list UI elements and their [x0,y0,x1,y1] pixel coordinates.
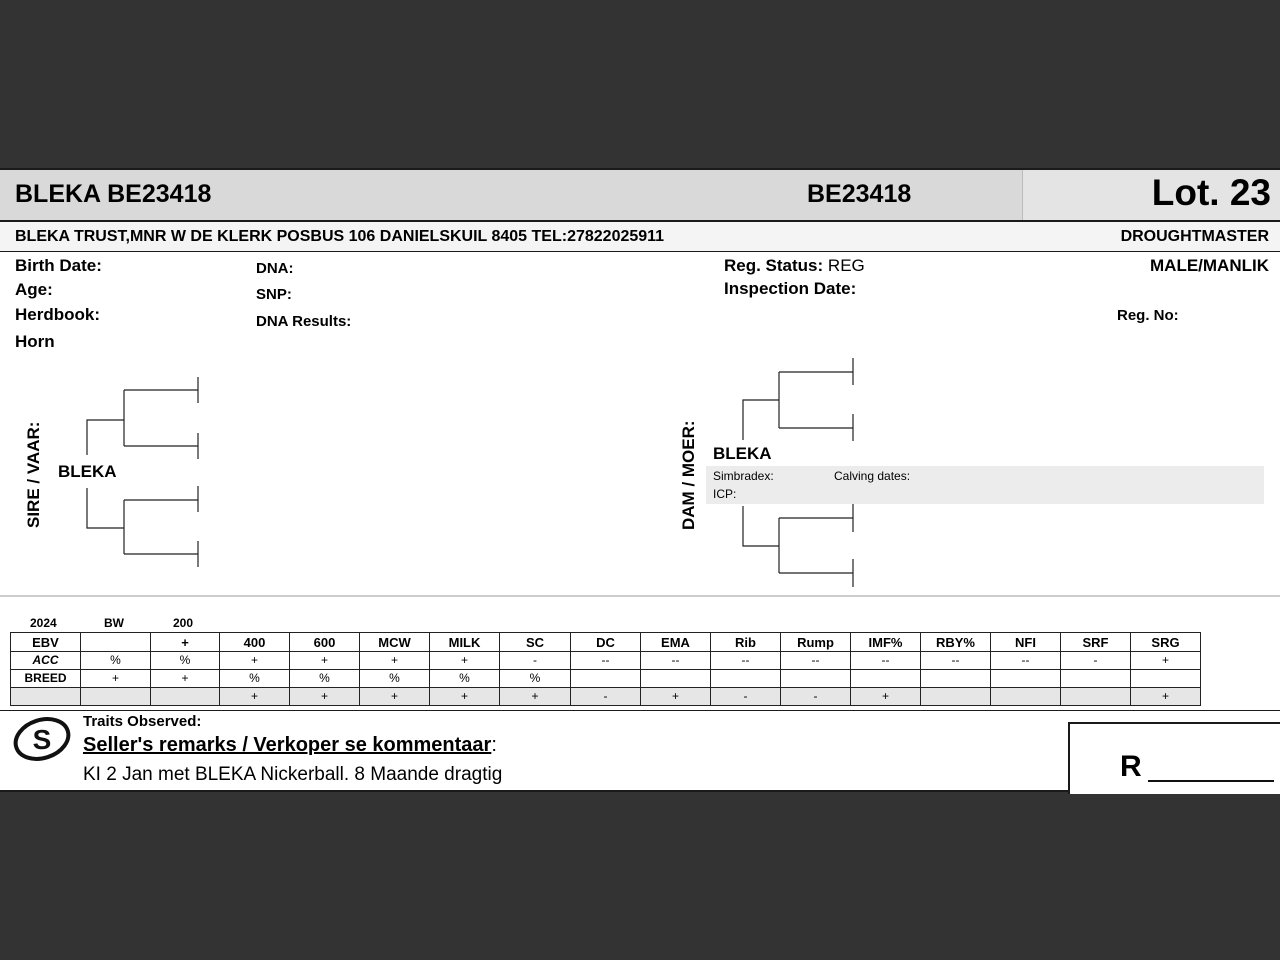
breed-row-label: BREED [11,670,81,688]
table-cell: - [500,652,571,670]
price-currency: R [1120,750,1142,783]
price-line[interactable] [1148,780,1274,782]
table-cell: + [851,688,921,706]
animal-name: BLEKA BE23418 [15,180,212,208]
table-cell [81,688,151,706]
trait-header: SC [500,633,571,652]
ebv-header-row [11,633,1201,652]
simbradex-label: Simbradex: [713,469,774,483]
table-cell: + [220,688,290,706]
trait-header: EMA [641,633,711,652]
table-cell [11,688,81,706]
table-cell [641,670,711,688]
table-cell [1061,688,1131,706]
ebv-table [10,632,1201,706]
trait-header: Rump [781,633,851,652]
table-cell: -- [991,652,1061,670]
breed-name: DROUGHTMASTER [1120,228,1269,245]
price-box [1068,722,1280,794]
w200-header: 200 [173,616,194,630]
ebv-row-label: EBV [11,633,81,652]
table-cell: - [571,688,641,706]
table-cell: % [430,670,500,688]
animal-id: BE23418 [807,180,912,208]
lot-number: Lot. 23 [1151,172,1271,213]
table-cell: % [151,652,220,670]
seller-remarks-heading [83,734,497,757]
reg-no-label: Reg. No: [1117,307,1179,324]
table-cell: -- [781,652,851,670]
table-cell: % [81,652,151,670]
table-cell [921,688,991,706]
table-cell: % [290,670,360,688]
dam-label: DAM / MOER: [679,420,698,530]
ebv-value-row [11,652,1201,670]
acc-row [11,670,1201,688]
bw-header: BW [104,616,124,630]
table-cell [991,670,1061,688]
trait-header: IMF% [851,633,921,652]
trait-header: RBY% [921,633,991,652]
herdbook-label: Herdbook: [15,305,100,324]
reg-status-value: REG [827,256,865,275]
table-cell: - [711,688,781,706]
trait-header: NFI [991,633,1061,652]
table-cell: + [360,688,430,706]
table-cell: + [81,670,151,688]
trait-header: SRF [1061,633,1131,652]
table-cell [991,688,1061,706]
seller-remarks-label: Seller's remarks / Verkoper se kommentaar [83,734,492,756]
calving-dates-label: Calving dates: [834,469,911,483]
table-cell: -- [921,652,991,670]
table-cell [1061,670,1131,688]
birth-date-label: Birth Date: [15,256,102,275]
seller-remarks-colon: : [491,734,497,756]
table-cell: + [151,633,220,652]
table-cell: % [360,670,430,688]
table-cell: -- [571,652,641,670]
acc-row-label: ACC [11,652,81,670]
dna-results-label: DNA Results: [256,313,352,330]
sire-label: SIRE / VAAR: [24,421,43,528]
logo-letter: S [32,724,52,755]
sire-name: BLEKA [58,462,117,481]
remarks-divider [0,710,1280,711]
horn-label: Horn [15,332,55,351]
seller-remark-text: KI 2 Jan met BLEKA Nickerball. 8 Maande dragtig [83,764,503,785]
table-cell: -- [711,652,781,670]
table-cell: + [1131,652,1201,670]
table-cell: + [1131,688,1201,706]
table-cell: + [500,688,571,706]
table-cell [781,670,851,688]
age-label: Age: [15,280,53,299]
icp-label: ICP: [713,487,737,501]
trait-header: DC [571,633,641,652]
ebv-year: 2024 [30,616,57,630]
table-cell: - [781,688,851,706]
table-cell [151,688,220,706]
trait-header: 600 [290,633,360,652]
table-cell: + [151,670,220,688]
sex-label: MALE/MANLIK [1150,256,1269,275]
reg-status-label: Reg. Status: [724,256,824,275]
table-cell: % [500,670,571,688]
snp-label: SNP: [256,286,292,303]
lot-card [0,168,1280,792]
table-cell: + [430,688,500,706]
dam-name: BLEKA [713,444,772,463]
table-cell: - [1061,652,1131,670]
table-cell [81,633,151,652]
trait-header: MILK [430,633,500,652]
table-cell: % [220,670,290,688]
dna-label: DNA: [256,260,294,277]
table-cell [851,670,921,688]
table-cell: + [290,688,360,706]
table-cell: -- [851,652,921,670]
table-cell: + [290,652,360,670]
breed-row [11,688,1201,706]
table-cell [711,670,781,688]
table-cell: + [360,652,430,670]
trait-header: Rib [711,633,781,652]
table-cell: + [641,688,711,706]
s-logo-icon [12,713,74,763]
table-cell [1131,670,1201,688]
inspection-date-label: Inspection Date: [724,279,857,298]
owner-details: BLEKA TRUST,MNR W DE KLERK POSBUS 106 DANIELSKUIL 8405 TEL:27822025911 [15,228,665,245]
table-cell: + [220,652,290,670]
table-cell [921,670,991,688]
traits-observed-label: Traits Observed: [83,713,202,730]
table-cell [571,670,641,688]
table-cell: + [430,652,500,670]
trait-header: 400 [220,633,290,652]
trait-header: SRG [1131,633,1201,652]
table-cell: -- [641,652,711,670]
trait-header: MCW [360,633,430,652]
